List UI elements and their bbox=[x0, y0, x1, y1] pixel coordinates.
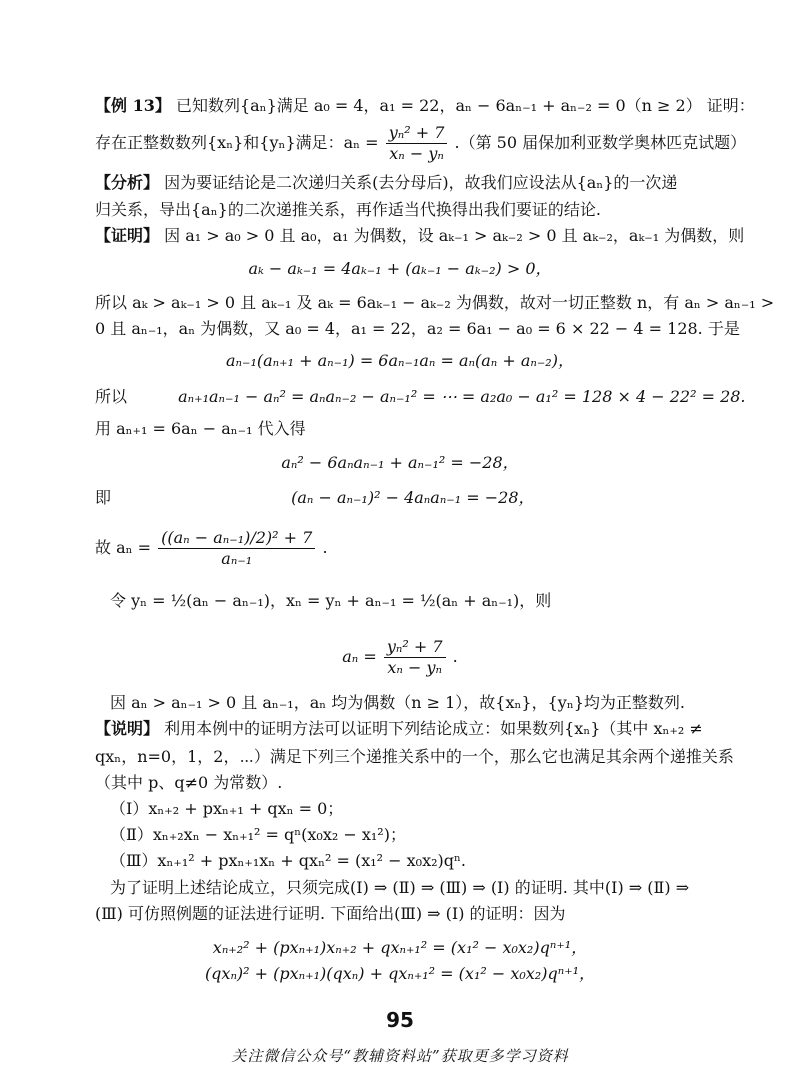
example-frac-num: yₙ² + 7 bbox=[386, 123, 448, 144]
note-line-2: qxₙ，n=0，1，2，⋯）满足下列三个递推关系中的一个，那么它也满足其余两个递推关系 bbox=[95, 747, 734, 766]
proof-line-1 bbox=[95, 225, 745, 247]
proof-equation-6 bbox=[0, 637, 800, 678]
proof-equation-4: aₙ² − 6aₙaₙ₋₁ + aₙ₋₁² = −28， bbox=[281, 453, 519, 472]
eq6-fraction bbox=[384, 637, 446, 678]
analysis-line-2 bbox=[95, 199, 740, 221]
eq6-frac-den: xₙ − yₙ bbox=[387, 658, 443, 677]
proof-line-suoyi bbox=[95, 386, 746, 408]
example-fraction bbox=[386, 123, 448, 164]
proof-line-ji bbox=[95, 487, 740, 509]
footer-note: 关注微信公众号“教辅资料站”获取更多学习资料 bbox=[231, 1047, 569, 1065]
example-line-2 bbox=[95, 123, 747, 164]
note-line-4: 为了证明上述结论成立，只须完成(Ⅰ) ⇒ (Ⅱ) ⇒ (Ⅲ) ⇒ (Ⅰ) 的证明. 其中(Ⅰ) ⇒ (Ⅱ) ⇒ bbox=[110, 878, 690, 897]
example-statement: 已知数列{aₙ}满足 a₀ = 4，a₁ = 22，aₙ − 6aₙ₋₁ + aₙ₋₂ = 0（n ≥ 2） 证明： bbox=[175, 96, 755, 115]
note-equation-8: (qxₙ)² + (pxₙ₊₁)(qxₙ) + qxₙ₊₁² = (x₁² − x₀x₂)qⁿ⁺¹， bbox=[204, 964, 596, 983]
example-frac-den: xₙ − yₙ bbox=[389, 144, 444, 163]
note-line-3: （其中 p、q≠0 为常数）. bbox=[95, 773, 283, 792]
analysis-text-1: 因为要证结论是二次递归关系(去分母后)，故我们应设法从{aₙ}的一次递 bbox=[164, 173, 678, 192]
page-number: 95 bbox=[386, 1008, 414, 1032]
proof-equation-3: aₙ₊₁aₙ₋₁ − aₙ² = aₙaₙ₋₂ − aₙ₋₁² = ⋯ = a₂a₀ − a₁² = 128 × 4 − 22² = 28. bbox=[178, 387, 746, 406]
analysis-tag: 【分析】 bbox=[95, 173, 160, 192]
proof-line-4: 用 aₙ₊₁ = 6aₙ − aₙ₋₁ 代入得 bbox=[95, 419, 306, 438]
proof-line-3: 0 且 aₙ₋₁，aₙ 为偶数，又 a₀ = 4，a₁ = 22，a₂ = 6a₁ − a₀ = 6 × 22 − 4 = 128. 于是 bbox=[95, 319, 740, 338]
note-tag: 【说明】 bbox=[95, 719, 160, 738]
relation-2: （Ⅱ）xₙ₊₂xₙ − xₙ₊₁² = qⁿ(x₀x₂ − x₁²)； bbox=[110, 825, 406, 844]
note-line-1 bbox=[95, 718, 740, 740]
proof-gu-line bbox=[95, 528, 740, 569]
gu-prefix: 故 aₙ = bbox=[95, 538, 152, 557]
suoyi-label: 所以 bbox=[95, 387, 128, 406]
gu-frac-den: aₙ₋₁ bbox=[221, 549, 253, 568]
proof-equation-5: (aₙ − aₙ₋₁)² − 4aₙaₙ₋₁ = −28， bbox=[291, 488, 535, 507]
eq6-suffix: . bbox=[452, 647, 458, 666]
example-line2-prefix: 存在正整数数列{xₙ}和{yₙ}满足：aₙ = bbox=[95, 133, 379, 152]
note-line-5: (Ⅲ) 可仿照例题的证法进行证明. 下面给出(Ⅲ) ⇒ (Ⅰ) 的证明：因为 bbox=[95, 904, 566, 923]
eq6-prefix: aₙ = bbox=[342, 647, 377, 666]
relation-1: （Ⅰ）xₙ₊₂ + pxₙ₊₁ + qxₙ = 0； bbox=[110, 799, 344, 818]
example-line-1 bbox=[95, 95, 755, 117]
proof-equation-2: aₙ₋₁(aₙ₊₁ + aₙ₋₁) = 6aₙ₋₁aₙ = aₙ(aₙ + aₙ₋₂)， bbox=[226, 351, 574, 370]
relation-3: （Ⅲ）xₙ₊₁² + pxₙ₊₁xₙ + qxₙ² = (x₁² − x₀x₂)qⁿ. bbox=[110, 851, 467, 870]
eq6-frac-num: yₙ² + 7 bbox=[384, 637, 446, 658]
gu-suffix: . bbox=[322, 538, 328, 557]
note-equation-7: xₙ₊₂² + (pxₙ₊₁)xₙ₊₂ + qxₙ₊₁² = (x₁² − x₀x₂)qⁿ⁺¹， bbox=[212, 938, 588, 957]
proof-text-1: 因 a₁ > a₀ > 0 且 a₀，a₁ 为偶数，设 aₖ₋₁ > aₖ₋₂ > 0 且 aₖ₋₂，aₖ₋₁ 为偶数，则 bbox=[164, 226, 745, 245]
gu-frac-num: ((aₙ − aₙ₋₁)/2)² + 7 bbox=[158, 528, 315, 549]
example-source: .（第 50 届保加利亚数学奥林匹克试题） bbox=[454, 133, 747, 152]
proof-line-2: 所以 aₖ > aₖ₋₁ > 0 且 aₖ₋₁ 及 aₖ = 6aₖ₋₁ − aₖ₋₂ 为偶数，故对一切正整数 n，有 aₙ > aₙ₋₁ > bbox=[95, 293, 775, 312]
analysis-text-2: 归关系，导出{aₙ}的二次递推关系，再作适当代换得出我们要证的结论. bbox=[95, 200, 601, 219]
note-text-1: 利用本例中的证明方法可以证明下列结论成立：如果数列{xₙ}（其中 xₙ₊₂ ≠ bbox=[164, 719, 703, 738]
gu-fraction bbox=[158, 528, 315, 569]
ji-label: 即 bbox=[95, 488, 112, 507]
proof-equation-1: aₖ − aₖ₋₁ = 4aₖ₋₁ + (aₖ₋₁ − aₖ₋₂) > 0， bbox=[248, 259, 552, 278]
proof-tag: 【证明】 bbox=[95, 226, 160, 245]
proof-line-5: 因 aₙ > aₙ₋₁ > 0 且 aₙ₋₁，aₙ 均为偶数（n ≥ 1），故{xₙ}，{yₙ}均为正整数列. bbox=[110, 693, 686, 712]
proof-ling-line: 令 yₙ = ½(aₙ − aₙ₋₁)，xₙ = yₙ + aₙ₋₁ = ½(aₙ + aₙ₋₁)，则 bbox=[110, 591, 552, 610]
example-tag: 【例 13】 bbox=[95, 96, 171, 115]
analysis-line-1 bbox=[95, 172, 740, 194]
